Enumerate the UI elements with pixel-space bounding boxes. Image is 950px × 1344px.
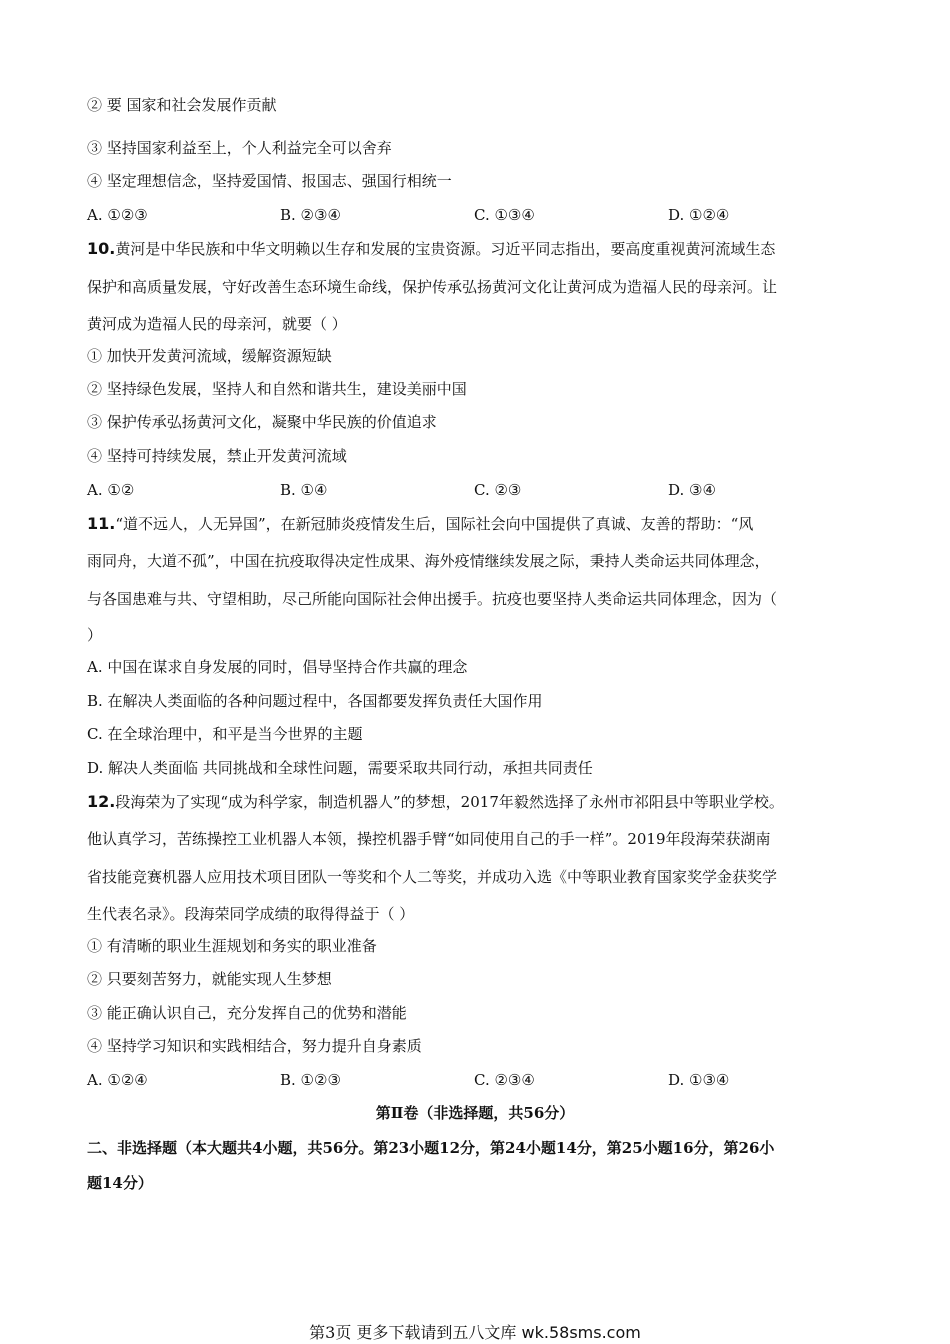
q10-item-3: ③ 保护传承弘扬黄河文化，凝聚中华民族的价值追求 xyxy=(87,413,437,431)
q10-choice-a: A. ①② xyxy=(87,481,135,499)
q11-stem-line-1: 11.“道不远人，人无异国”，在新冠肺炎疫情发生后，国际社会向中国提供了真诚、友善的帮助：“风 xyxy=(87,514,754,533)
q10-number: 10. xyxy=(87,239,116,258)
q9-option-4: ④ 坚定理想信念，坚持爱国情、报国志、强国行相统一 xyxy=(87,172,452,190)
footer-site-link[interactable]: wk.58sms.com xyxy=(521,1323,641,1342)
q9-option-3: ③ 坚持国家利益至上，个人利益完全可以舍弃 xyxy=(87,139,392,157)
q9-choice-b: B. ②③④ xyxy=(280,206,341,224)
q12-choice-d: D. ①③④ xyxy=(668,1071,730,1089)
q12-stem-line-1: 12.段海荣为了实现“成为科学家，制造机器人”的梦想，2017年毅然选择了永州市祁阳县中等职业学校。 xyxy=(87,792,784,811)
q9-choice-d: D. ①②④ xyxy=(668,206,730,224)
q9-choices xyxy=(87,205,887,225)
q10-stem-line-1: 10.黄河是中华民族和中华文明赖以生存和发展的宝贵资源。习近平同志指出，要高度重视黄河流域生态 xyxy=(87,239,776,258)
q10-item-4: ④ 坚持可持续发展，禁止开发黄河流域 xyxy=(87,447,347,465)
q11-stem-line-4: ） xyxy=(87,626,103,644)
q11-choice-a: A. 中国在谋求自身发展的同时，倡导坚持合作共赢的理念 xyxy=(87,658,468,676)
q12-stem-line-3: 省技能竞赛机器人应用技术项目团队一等奖和个人二等奖，并成功入选《中等职业教育国家奖学金获奖学 xyxy=(87,868,778,886)
q12-choice-a: A. ①②④ xyxy=(87,1071,148,1089)
section-title: 第Ⅱ卷（非选择题，共56分） xyxy=(375,1104,575,1122)
q11-choice-d: D. 解决人类面临 共同挑战和全球性问题，需要采取共同行动，承担共同责任 xyxy=(87,759,593,777)
q12-item-2: ② 只要刻苦努力，就能实现人生梦想 xyxy=(87,970,332,988)
q10-choice-c: C. ②③ xyxy=(474,481,522,499)
q11-choice-b: B. 在解决人类面临的各种问题过程中，各国都要发挥负责任大国作用 xyxy=(87,692,543,710)
page-footer xyxy=(0,1323,950,1343)
q11-choice-c: C. 在全球治理中，和平是当今世界的主题 xyxy=(87,725,363,743)
q12-item-4: ④ 坚持学习知识和实践相结合，努力提升自身素质 xyxy=(87,1037,422,1055)
section-heading-line-2: 题14分） xyxy=(87,1174,153,1192)
q12-stem-line-4: 生代表名录》。段海荣同学成绩的取得得益于（ ） xyxy=(87,905,415,923)
q12-item-1: ① 有清晰的职业生涯规划和务实的职业准备 xyxy=(87,937,377,955)
footer-page-text: 第3页 更多下载请到五八文库 xyxy=(309,1323,517,1342)
q11-number: 11. xyxy=(87,514,116,533)
q12-choices xyxy=(87,1070,887,1090)
q12-choice-b: B. ①②③ xyxy=(280,1071,341,1089)
q10-choices xyxy=(87,480,887,500)
q12-choice-c: C. ②③④ xyxy=(474,1071,535,1089)
q10-stem-line-2: 保护和高质量发展，守好改善生态环境生命线，保护传承弘扬黄河文化让黄河成为造福人民的母亲河。让 xyxy=(87,278,778,296)
q9-choice-a: A. ①②③ xyxy=(87,206,148,224)
q12-number: 12. xyxy=(87,792,116,811)
q12-stem-line-2: 他认真学习，苦练操控工业机器人本领，操控机器手臂“如同使用自己的手一样”。2019年段海荣获湖南 xyxy=(87,830,771,848)
q10-choice-d: D. ③④ xyxy=(668,481,716,499)
q9-option-2: ② 要 国家和社会发展作贡献 xyxy=(87,96,277,114)
q10-item-1: ① 加快开发黄河流域，缓解资源短缺 xyxy=(87,347,332,365)
q10-item-2: ② 坚持绿色发展，坚持人和自然和谐共生，建设美丽中国 xyxy=(87,380,467,398)
q10-choice-b: B. ①④ xyxy=(280,481,328,499)
q12-item-3: ③ 能正确认识自己，充分发挥自己的优势和潜能 xyxy=(87,1004,407,1022)
q10-stem-line-3: 黄河成为造福人民的母亲河，就要（ ） xyxy=(87,315,347,333)
q9-choice-c: C. ①③④ xyxy=(474,206,535,224)
section-heading-line-1: 二、非选择题（本大题共4小题，共56分。第23小题12分，第24小题14分，第25小题16分，第26小 xyxy=(87,1139,775,1157)
q11-stem-line-2: 雨同舟，大道不孤”，中国在抗疫取得决定性成果、海外疫情继续发展之际，秉持人类命运共同体理念， xyxy=(87,552,770,570)
q11-stem-line-3: 与各国患难与共、守望相助，尽己所能向国际社会伸出援手。抗疫也要坚持人类命运共同体理念，因为（ xyxy=(87,590,778,608)
